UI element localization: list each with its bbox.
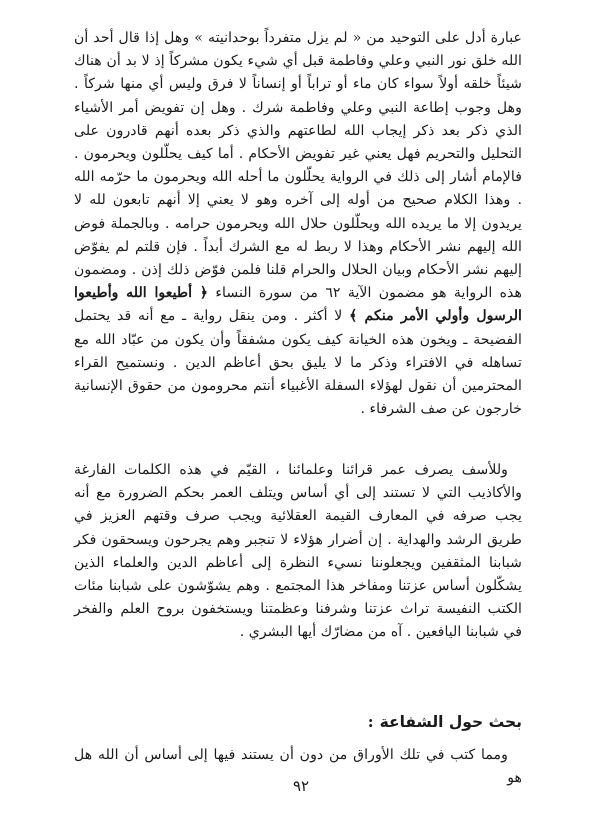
section-heading-colon: : <box>367 712 374 731</box>
paragraph-2-text: وللأسف يصرف عمر قرائنا وعلمائنا ، القيّم في هذه الكلمات الفارغة والأكاذيب التي لا تستند إلى أي أساس ويتلف العمر بحكم الضرورة مع أنه يجب صرفه في المعارف القيمة العقلائية ويجب صرف وقتهم العزيز في طريق الرشد والهداية . إن أضرار هؤلاء لا تنجبر وهم يجرحون ويسحقون فكر شبابنا المثقفين ويجعلوننا نسيء النظرة إلى أعاظم الدين والعلماء الذين يشكّلون أساس عزتنا ومفاخر هذا المجتمع . وهم يشوّشون على شبابنا مئات الكتب النفيسة تراث عزتنا وشرفنا وعظمتنا ويستخفون بروح العلم والفخر في شبابنا اليافعين . آه من مضارّك أيها البشري . <box>74 462 522 641</box>
section-heading <box>74 710 522 734</box>
paragraph-3-text: ومما كتب في تلك الأوراق من دون أن يستند فيها إلى أساس أن الله هل هو <box>74 747 522 787</box>
paragraph-1-text-a: عبارة أدل على التوحيد من « لم يزل متفرداً بوحدانيته » وهل إذا قال أحد أن الله خلق نور النبي وعلي وفاطمة قبل أي شيء يكون مشركاً إذ لا بد أن هناك شيئاً خلقه أولاً سواء كان ماء أو تراباً أو إنساناً لا فرق وليس أي منها شركاً . وهل وجوب إطاعة النبي وعلي وفاطمة شرك . وهل إن تفويض أمر الأشياء الذي ذكر بعد ذكر إيجاب الله لطاعتهم والذي ذكر بعده أنهم قادرون على التحليل والتحريم فهل يعني غير تفويض الأحكام . أما كيف يحلّلون ويحرمون . فالإمام أشار إلى ذلك في الرواية يحلّلون ما أحله الله ويحرمون ما حرّمه الله . وهذا الكلام صحيح من أوله إلى آخره وهو لا يعني إلا أنهم تابعون لله لا يريدون إلا ما يريده الله ويحلّلون حلال الله ويحرمون حرامه . وبالجملة فوض الله إليهم نشر الأحكام وهذا لا ربط له مع الشرك أبداً . فإن قلتم لم يفوّض إليهم نشر الأحكام وبيان الحلال والحرام قلنا فلمن فوّض ذلك إذن . ومضمون هذه الرواية هو مضمون الآية ٦٢ من سورة النساء <box>74 30 522 302</box>
paragraph-2 <box>74 459 522 645</box>
page-number: ٩٢ <box>292 777 310 795</box>
paragraph-1-text-b: لا أكثر . ومن ينقل رواية ـ مع أنه قد يحتمل الفضيحة ـ ويخون هذه الخيانة كيف يكون مشفقاً وأن يكون من عبّاد الله مع تساهله في الافتراء وذكر ما لا يليق بحق أعاظم الدين . ونستميح القراء المحترمين أن نقول لهؤلاء السفلة الأغبياء أنتم محرومون من حقوق الإنسانية خارجون عن صف الشرفاء . <box>74 308 522 418</box>
paragraph-1 <box>74 27 522 421</box>
quran-verse: ﴿ أطيعوا الله وأطيعوا الرسول وأولي الأمر منكم ﴾ <box>74 285 522 325</box>
section-heading-title: بحث حول الشفاعة <box>379 713 522 731</box>
